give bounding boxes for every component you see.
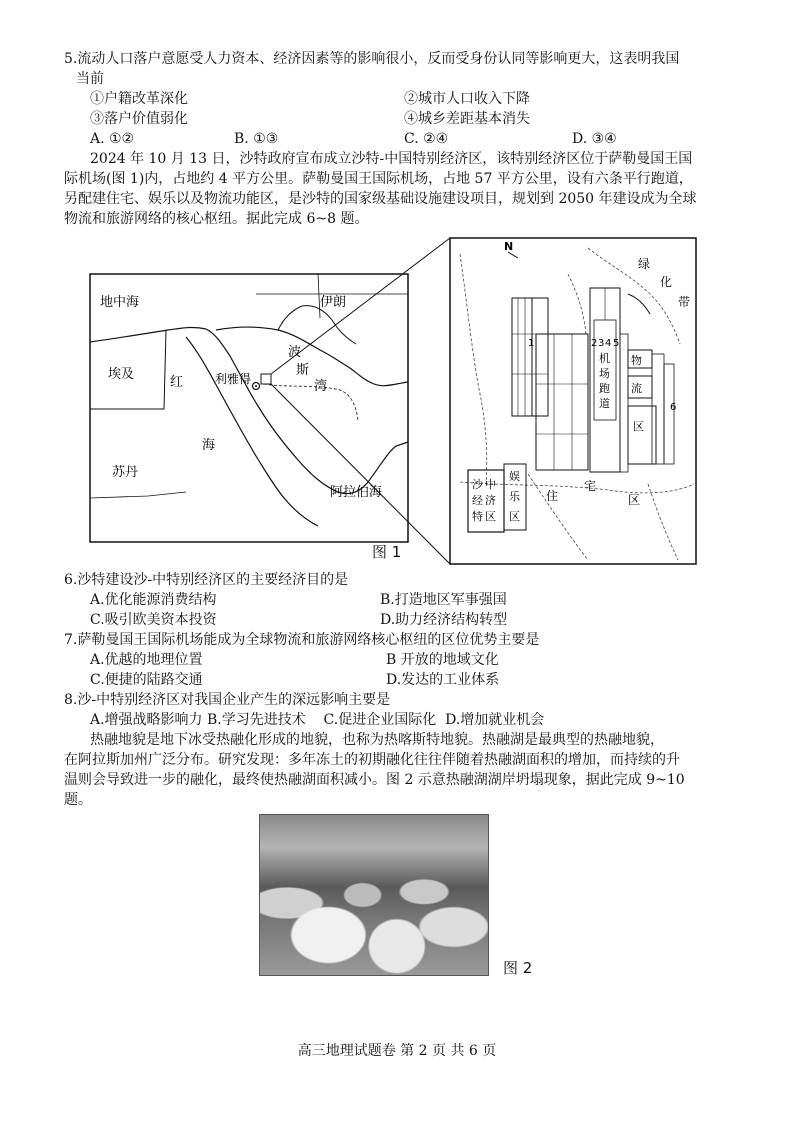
label-gulf-1: 波 bbox=[288, 345, 302, 360]
q7-option-b: B 开放的地域文化 bbox=[386, 652, 499, 668]
regional-map-frame bbox=[90, 274, 408, 542]
green-belt-2: 化 bbox=[660, 275, 673, 289]
zone-1: 沙 bbox=[472, 478, 483, 491]
q5-stem-line2: 当前 bbox=[76, 71, 104, 87]
q7-option-c: C.便捷的陆路交通 bbox=[90, 672, 203, 688]
residential-3: 区 bbox=[628, 493, 641, 507]
entertainment-1: 娱 bbox=[509, 470, 520, 483]
passage2-line3: 温则会导致进一步的融化，最终使热融湖面积减小。图 2 示意热融湖湖岸坍塌现象，据此完成 9~10 bbox=[64, 772, 685, 788]
label-egypt: 埃及 bbox=[108, 367, 135, 382]
zone-5: 特 bbox=[472, 510, 483, 523]
residential-1: 住 bbox=[546, 489, 559, 503]
zone-3: 经 bbox=[472, 494, 483, 507]
figure-1-map bbox=[88, 234, 698, 566]
q5-option-d: D. ③④ bbox=[572, 131, 617, 147]
q8-stem: 8.沙-中特别经济区对我国企业产生的深远影响主要是 bbox=[64, 692, 391, 708]
logistics-3: 区 bbox=[633, 420, 644, 433]
logistics-1: 物 bbox=[631, 354, 642, 367]
q5-stem-line1: 5.流动人口落户意愿受人力资本、经济因素等的影响很小，反而受身份认同等影响更大，这表明我国 bbox=[64, 51, 680, 67]
label-arabian-sea: 阿拉伯海 bbox=[330, 485, 383, 500]
airport-inset bbox=[450, 238, 696, 564]
passage1-line1: 2024 年 10 月 13 日，沙特政府宣布成立沙特-中国特别经济区，该特别经济区位于萨勒曼国王国 bbox=[90, 151, 693, 167]
runway-number-4: 4 bbox=[605, 338, 612, 349]
passage2-line4: 题。 bbox=[64, 792, 92, 808]
runway-number-3: 3 bbox=[598, 338, 605, 349]
q5-option-b: B. ①③ bbox=[234, 131, 279, 147]
residential-2: 宅 bbox=[584, 479, 597, 493]
passage2-line2: 在阿拉斯加州广泛分布。研究发现：多年冻土的初期融化往往伴随着热融湖面积的增加，而持续的升 bbox=[64, 752, 680, 768]
figure-2-photo bbox=[259, 814, 489, 976]
q7-option-d: D.发达的工业体系 bbox=[386, 672, 500, 688]
q6-option-d: D.助力经济结构转型 bbox=[380, 612, 508, 628]
logistics-2: 流 bbox=[631, 382, 642, 395]
q6-option-a: A.优化能源消费结构 bbox=[90, 592, 217, 608]
passage2-line1: 热融地貌是地下冰受热融化形成的地貌，也称为热喀斯特地貌。热融湖是最典型的热融地貌， bbox=[90, 732, 664, 748]
passage1-line3: 另配建住宅、娱乐以及物流功能区，是沙特的国家级基础设施建设项目，规划到 2050 年建设成为全球 bbox=[64, 191, 697, 207]
passage1-line2: 际机场(图 1)内，占地约 4 平方公里。萨勒曼国王国际机场，占地 57 平方公里，设有六条平行跑道， bbox=[64, 171, 693, 187]
zone-4: 济 bbox=[485, 494, 496, 507]
q6-stem: 6.沙特建设沙-中特别经济区的主要经济目的是 bbox=[64, 572, 349, 588]
label-gulf-2: 斯 bbox=[296, 363, 310, 378]
q5-statement-3: ③落户价值弱化 bbox=[90, 111, 188, 127]
label-gulf-3: 湾 bbox=[314, 379, 328, 394]
q8-options: A.增强战略影响力 B.学习先进技术 C.促进企业国际化 D.增加就业机会 bbox=[90, 712, 545, 728]
label-iran: 伊朗 bbox=[320, 295, 347, 310]
entertainment-2: 乐 bbox=[509, 490, 520, 503]
q6-option-c: C.吸引欧美资本投资 bbox=[90, 612, 217, 628]
runway-number-1: 1 bbox=[528, 338, 535, 349]
label-sudan: 苏丹 bbox=[112, 465, 139, 480]
label-riyadh: 利雅得 bbox=[215, 372, 252, 386]
zone-6: 区 bbox=[485, 510, 496, 523]
runway-number-5: 5 bbox=[613, 338, 620, 349]
label-red-sea-2: 海 bbox=[202, 438, 216, 453]
airport-runway-3: 跑 bbox=[599, 382, 610, 395]
label-red-sea-1: 红 bbox=[170, 375, 184, 390]
runway-number-6: 6 bbox=[670, 402, 677, 413]
figure-1-caption: 图 1 bbox=[372, 543, 402, 561]
q5-statement-1: ①户籍改革深化 bbox=[90, 91, 188, 107]
zone-2: 中 bbox=[485, 478, 496, 491]
q5-option-a: A. ①② bbox=[90, 131, 135, 147]
runway-number-2: 2 bbox=[591, 338, 598, 349]
figure-2-caption: 图 2 bbox=[503, 959, 533, 977]
airport-runway-4: 道 bbox=[599, 397, 610, 410]
green-belt-1: 绿 bbox=[638, 257, 651, 271]
entertainment-3: 区 bbox=[509, 510, 520, 523]
north-arrow-label: N bbox=[504, 240, 514, 253]
q5-option-c: C. ②④ bbox=[404, 131, 449, 147]
label-mediterranean: 地中海 bbox=[100, 295, 140, 310]
q5-statement-4: ④城乡差距基本消失 bbox=[404, 111, 530, 127]
q7-option-a: A.优越的地理位置 bbox=[90, 652, 203, 668]
q7-stem: 7.萨勒曼国王国际机场能成为全球物流和旅游网络核心枢纽的区位优势主要是 bbox=[64, 632, 540, 648]
q5-statement-2: ②城市人口收入下降 bbox=[404, 91, 530, 107]
airport-runway-2: 场 bbox=[599, 367, 610, 380]
passage1-line4: 物流和旅游网络的核心枢纽。据此完成 6~8 题。 bbox=[64, 211, 369, 227]
q6-option-b: B.打造地区军事强国 bbox=[380, 592, 507, 608]
green-belt-3: 带 bbox=[678, 295, 691, 309]
airport-runway-1: 机 bbox=[599, 352, 610, 365]
page-footer: 高三地理试题卷 第 2 页 共 6 页 bbox=[297, 1043, 497, 1059]
